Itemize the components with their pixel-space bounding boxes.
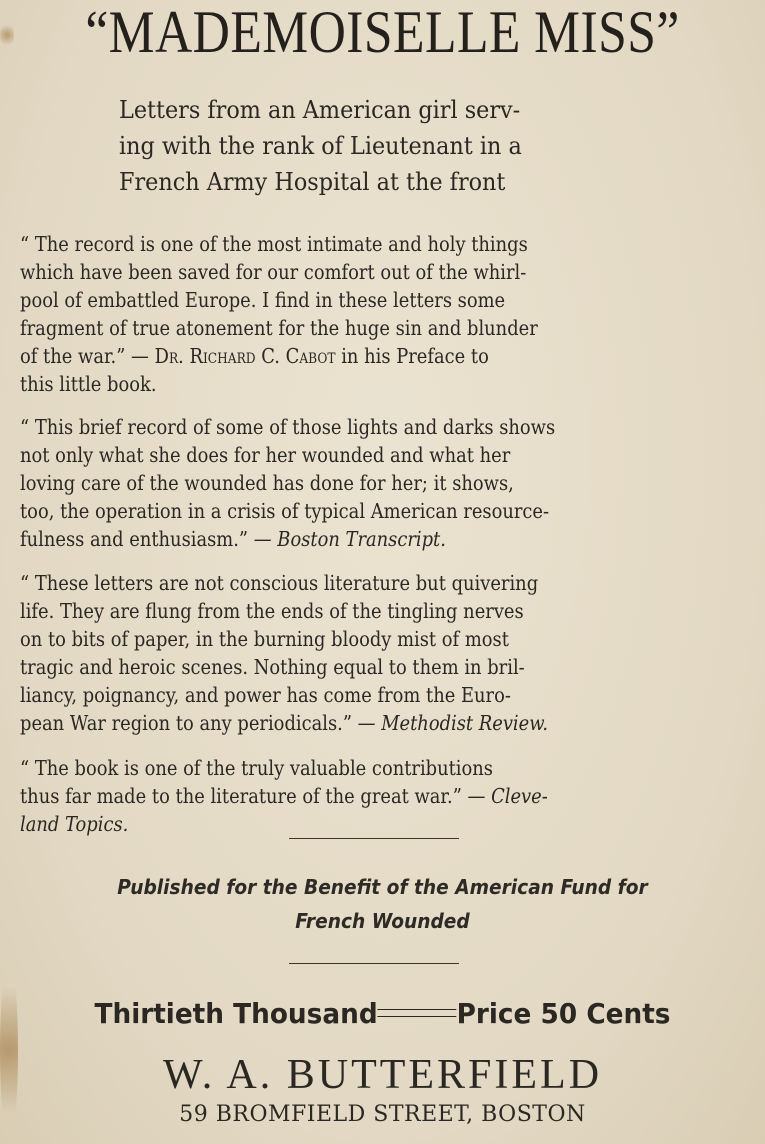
review-quote-cabot: [20, 230, 718, 398]
quote-source: Boston Transcript.: [277, 527, 446, 551]
quote-line: life. They are flung from the ends of the tingling nerves: [20, 599, 524, 623]
subtitle-line: ing with the rank of Lieutenant in a: [119, 132, 522, 160]
publication-note: [27, 870, 738, 938]
review-quote-cleveland-topics: [20, 754, 718, 838]
quote-line: not only what she does for her wounded and what her: [20, 443, 511, 467]
quote-line: on to bits of paper, in the burning bloody mist of most: [20, 627, 509, 651]
review-quote-boston-transcript: [20, 413, 718, 553]
quote-line: [20, 709, 718, 737]
quote-line: pool of embattled Europe. I find in these letters some: [20, 288, 506, 312]
book-title: “MADEMOISELLE MISS”: [85, 0, 680, 65]
page-edge-stain: [0, 22, 14, 48]
review-quote-methodist-review: [20, 569, 718, 737]
quote-source: Cleve-: [491, 784, 548, 808]
subtitle-line: Letters from an American girl serv-: [119, 96, 521, 124]
quote-line: “ These letters are not conscious literature but quivering: [20, 571, 539, 595]
quote-line: “ The book is one of the truly valuable contributions: [20, 756, 493, 780]
quote-text: thus far made to the literature of the great war.” —: [20, 784, 492, 808]
quote-source: Methodist Review.: [381, 711, 549, 735]
book-subtitle: [119, 92, 621, 200]
publication-note-line: Published for the Benefit of the American Fund for: [117, 875, 648, 899]
quote-text: pean War region to any periodicals.” —: [20, 711, 382, 735]
quote-source: land Topics.: [20, 812, 129, 836]
publisher-address: 59 BROMFIELD STREET, BOSTON: [179, 1102, 586, 1127]
quote-line: liancy, poignancy, and power has come from the Euro-: [20, 683, 511, 707]
divider-rule: [289, 963, 459, 964]
quote-line: tragic and heroic scenes. Nothing equal to them in bril-: [20, 655, 525, 679]
quote-line: loving care of the wounded has done for her; it shows,: [20, 471, 514, 495]
quote-text: fulness and enthusiasm.” —: [20, 527, 278, 551]
divider-rule: [289, 838, 459, 839]
quote-line: too, the operation in a crisis of typical American resource-: [20, 499, 550, 523]
subtitle-line: French Army Hospital at the front: [119, 168, 506, 196]
quote-line: [20, 782, 718, 810]
quote-line: which have been saved for our comfort out of the whirl-: [20, 260, 527, 284]
quote-text: of the war.” —: [20, 344, 155, 368]
quote-line: this little book.: [20, 372, 157, 396]
double-dash-separator: [378, 1009, 457, 1017]
quote-line: “ This brief record of some of those lights and darks shows: [20, 415, 556, 439]
publisher-name: W. A. BUTTERFIELD: [162, 1052, 603, 1098]
quote-line: “ The record is one of the most intimate and holy things: [20, 232, 528, 256]
publication-note-line: French Wounded: [295, 909, 470, 933]
quote-text: in his Preface to: [335, 344, 489, 368]
quote-line: fragment of true atonement for the huge sin and blunder: [20, 316, 538, 340]
quote-line: [20, 525, 718, 553]
quote-line: [20, 342, 718, 370]
edition-label: Thirtieth Thousand: [94, 997, 378, 1030]
edition-price-line: [23, 994, 742, 1034]
quote-attribution: Dr. Richard C. Cabot: [154, 344, 336, 368]
price-label: Price 50 Cents: [456, 997, 671, 1030]
